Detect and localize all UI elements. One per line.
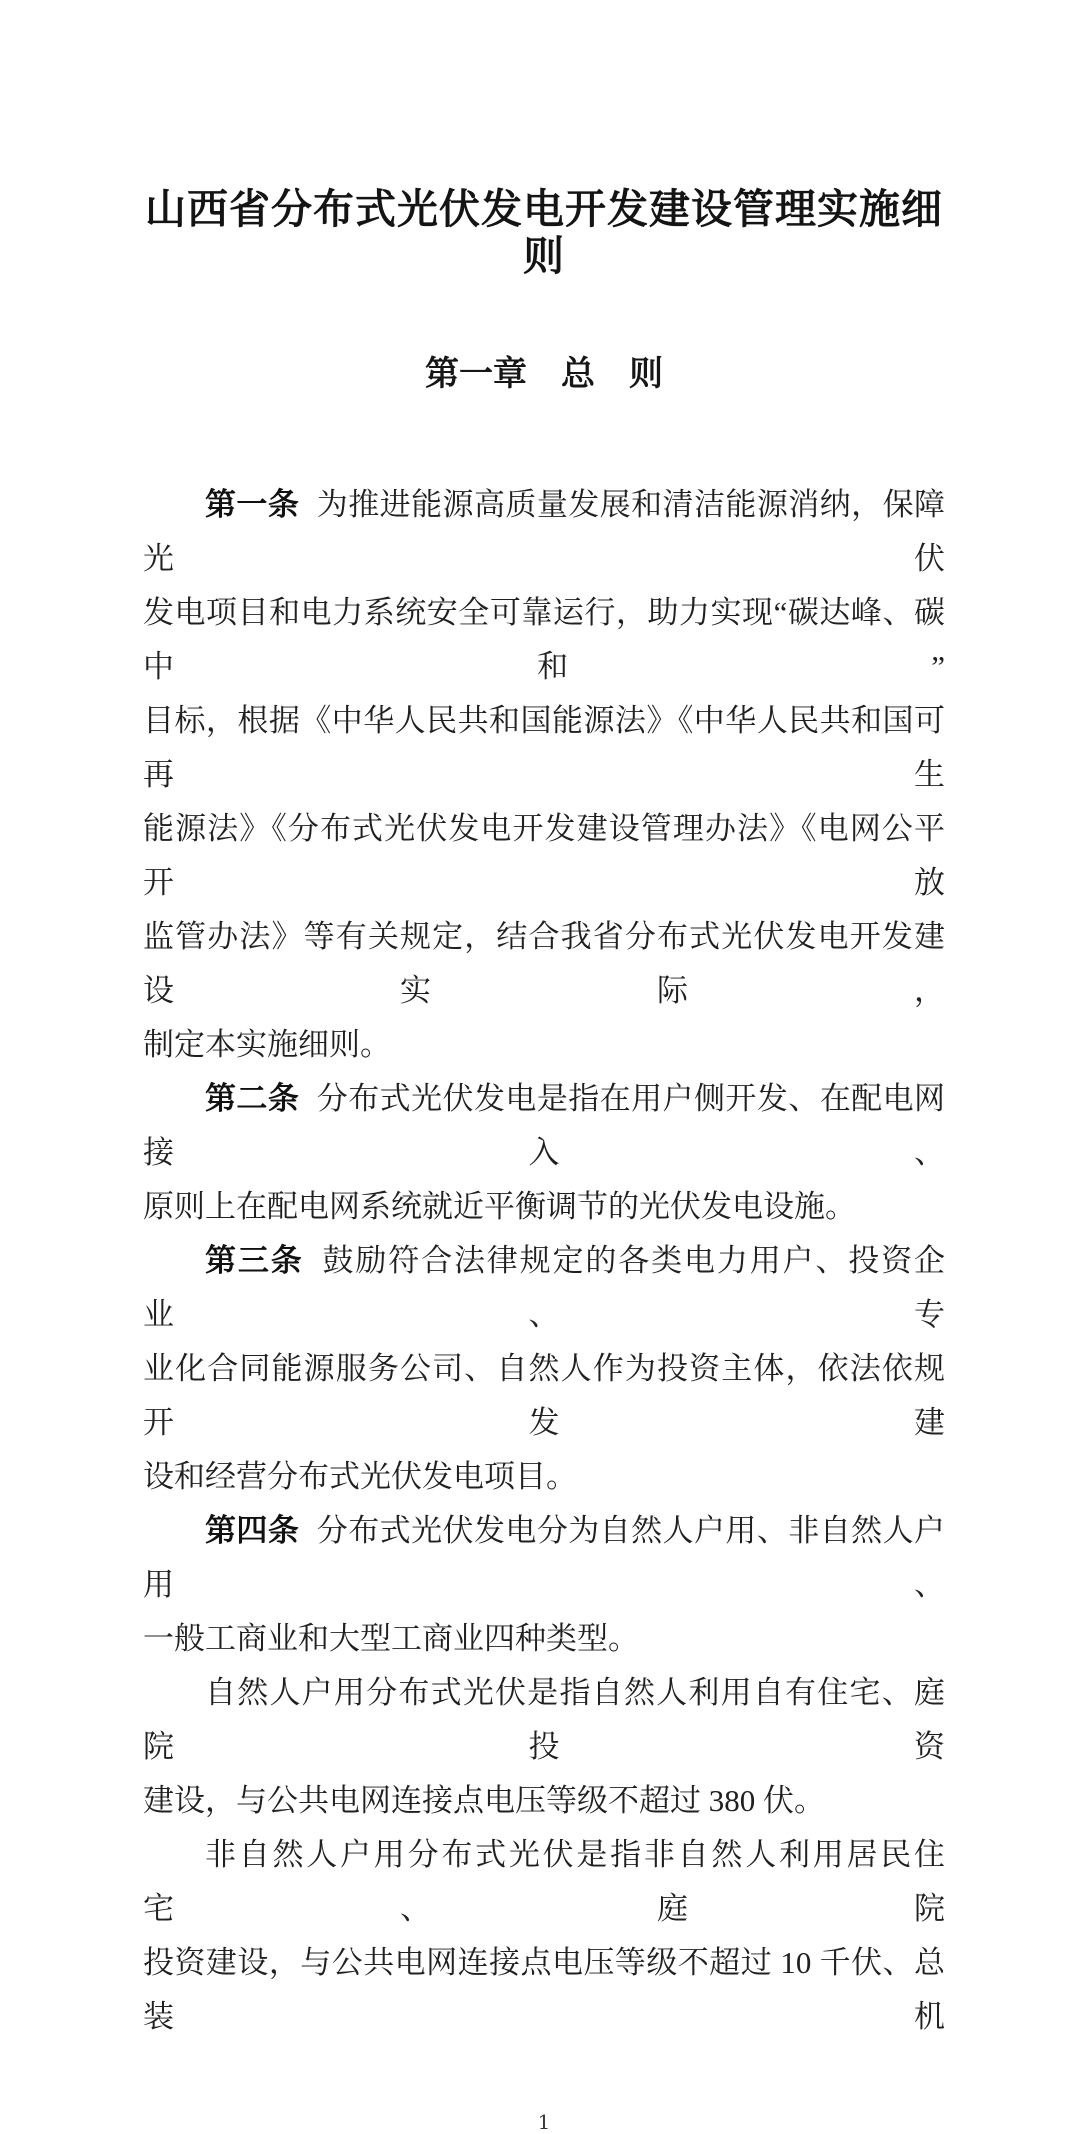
chapter-heading: 第一章 总 则 <box>425 356 663 394</box>
text-line: 建设，与公共电网连接点电压等级不超过 380 伏。 <box>143 1782 825 1818</box>
article-number: 第一条 <box>205 486 300 522</box>
document-title: 山西省分布式光伏发电开发建设管理实施细则 <box>145 186 943 280</box>
text-line: 发电项目和电力系统安全可靠运行，助力实现“碳达峰、碳中和” <box>143 594 945 684</box>
paragraph <box>143 1828 945 2044</box>
text-line: 第三条 鼓励符合法律规定的各类电力用户、投资企业、专 <box>143 1242 946 1332</box>
article-number: 第三条 <box>205 1242 304 1278</box>
paragraph <box>143 1234 945 1504</box>
text-line: 能源法》《分布式光伏发电开发建设管理办法》《电网公平开放 <box>143 810 945 900</box>
paragraph <box>143 478 945 1072</box>
text-line: 投资建设，与公共电网连接点电压等级不超过 10 千伏、总装机 <box>143 1944 945 2034</box>
document-body <box>143 478 945 2044</box>
text-line: 目标，根据《中华人民共和国能源法》《中华人民共和国可再生 <box>143 702 945 792</box>
text-line: 原则上在配电网系统就近平衡调节的光伏发电设施。 <box>143 1188 856 1224</box>
text-line: 第二条 分布式光伏发电是指在用户侧开发、在配电网接入、 <box>143 1080 946 1170</box>
text-line: 制定本实施细则。 <box>143 1026 391 1062</box>
text-line: 业化合同能源服务公司、自然人作为投资主体，依法依规开发建 <box>143 1350 945 1440</box>
text-line: 一般工商业和大型工商业四种类型。 <box>143 1620 639 1656</box>
page-number: 1 <box>537 2109 551 2134</box>
text-line: 设和经营分布式光伏发电项目。 <box>143 1458 577 1494</box>
paragraph <box>143 1072 945 1234</box>
text-line: 第一条 为推进能源高质量发展和清洁能源消纳，保障光伏 <box>143 486 946 576</box>
text-line: 自然人户用分布式光伏是指自然人利用自有住宅、庭院投资 <box>143 1674 945 1764</box>
paragraph <box>143 1504 945 1666</box>
text-line: 非自然人户用分布式光伏是指非自然人利用居民住宅、庭院 <box>143 1836 945 1926</box>
text-line: 第四条 分布式光伏发电分为自然人户用、非自然人户用、 <box>143 1512 946 1602</box>
text-line: 监管办法》等有关规定，结合我省分布式光伏发电开发建设实际， <box>143 918 945 1008</box>
paragraph <box>143 1666 945 1828</box>
article-number: 第四条 <box>205 1512 300 1548</box>
article-number: 第二条 <box>205 1080 300 1116</box>
